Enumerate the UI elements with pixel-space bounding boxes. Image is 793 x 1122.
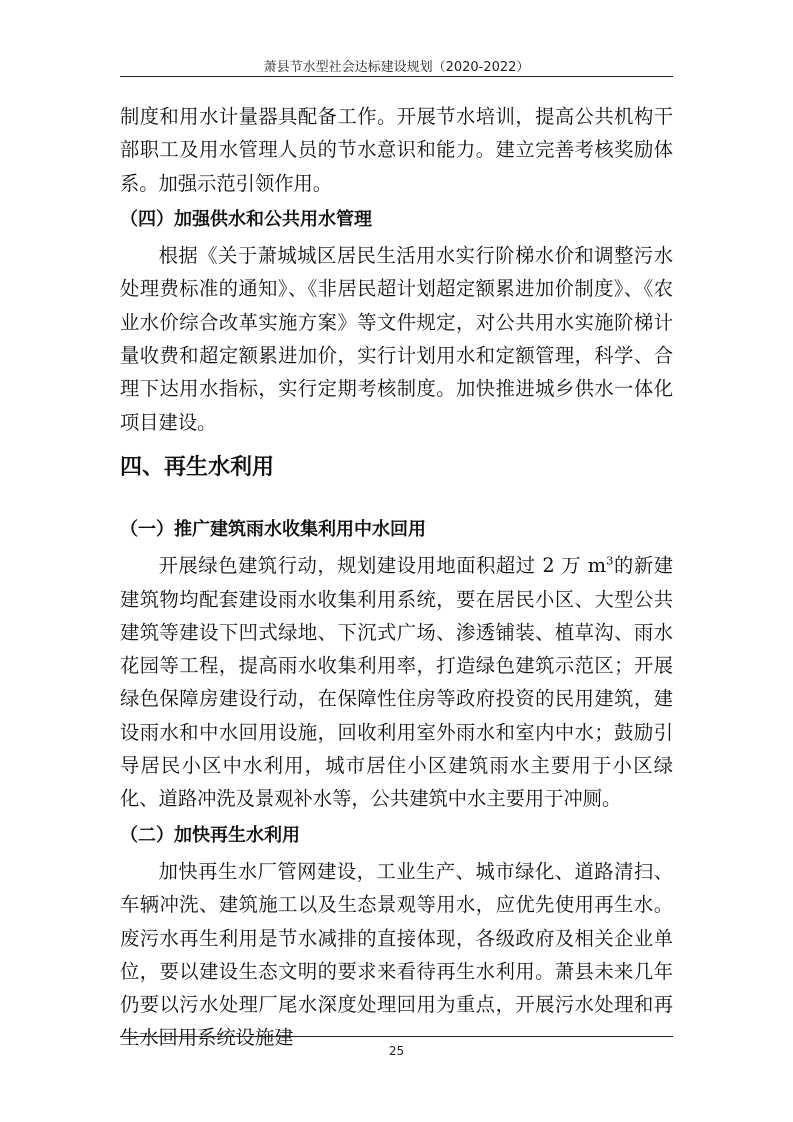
paragraph-green-building-part1: 开展绿色建筑行动，规划建设用地面积超过 2 万 m [158, 554, 607, 578]
paragraph-continuation: 制度和用水计量器具配备工作。开展节水培训，提高公共机构干部职工及用水管理人员的节水意识和能力。建立完善考核奖励体系。加强示范引领作用。 [120, 105, 673, 195]
paragraph-water-pricing: 根据《关于萧城城区居民生活用水实行阶梯水价和调整污水处理费标准的通知》、《非居民超计划超定额累进加价制度》、《农业水价综合改革实施方案》等文件规定，对公共用水实施阶梯计量收费和超定额累进加价，实行计划用水和定额管理，科学、合理下达用水指标，实行定期考核制度。加快推进城乡供水一体化项目建设。 [120, 244, 673, 434]
superscript-cubic: 3 [606, 553, 614, 568]
chapter-heading-reclaimed-water: 四、再生水利用 [120, 454, 275, 480]
paragraph-reclaimed-water: 加快再生水厂管网建设，工业生产、城市绿化、道路清扫、车辆冲洗、建筑施工以及生态景观等用水，应优先使用再生水。废污水再生利用是节水减排的直接体现，各级政府及相关企业单位，要以建设生态文明的要求来看待再生水利用。萧县未来几年仍要以污水处理厂尾水深度处理回用为重点，开展污水处理和再生水回用系统设施建 [120, 859, 673, 1050]
page-header: 萧县节水型社会达标建设规划（2020-2022） [263, 60, 530, 75]
section-heading-2-reclaimed-use: （二）加快再生水利用 [120, 824, 300, 846]
paragraph-green-building-part2: 的新建建筑物均配套建设雨水收集利用系统，要在居民小区、大型公共建筑等建设下凹式绿地、下沉式广场、渗透铺装、植草沟、雨水花园等工程，提高雨水收集利用率，打造绿色建筑示范区；开展绿色保障房建设行动，在保障性住房等政府投资的民用建筑，建设雨水和中水回用设施，回收利用室外雨水和室内中水；鼓励引导居民小区中水利用，城市居住小区建筑雨水主要用于小区绿化、道路冲洗及景观补水等，公共建筑中水主要用于冲厕。 [120, 554, 673, 811]
page-number: 25 [388, 1044, 405, 1058]
footer-divider [120, 1036, 673, 1037]
section-heading-4-water-supply: （四）加强供水和公共用水管理 [120, 208, 372, 230]
header-divider [120, 76, 673, 77]
paragraph-green-building [120, 549, 673, 815]
section-heading-1-rainwater: （一）推广建筑雨水收集利用中水回用 [120, 518, 426, 540]
document-body [120, 100, 673, 1055]
